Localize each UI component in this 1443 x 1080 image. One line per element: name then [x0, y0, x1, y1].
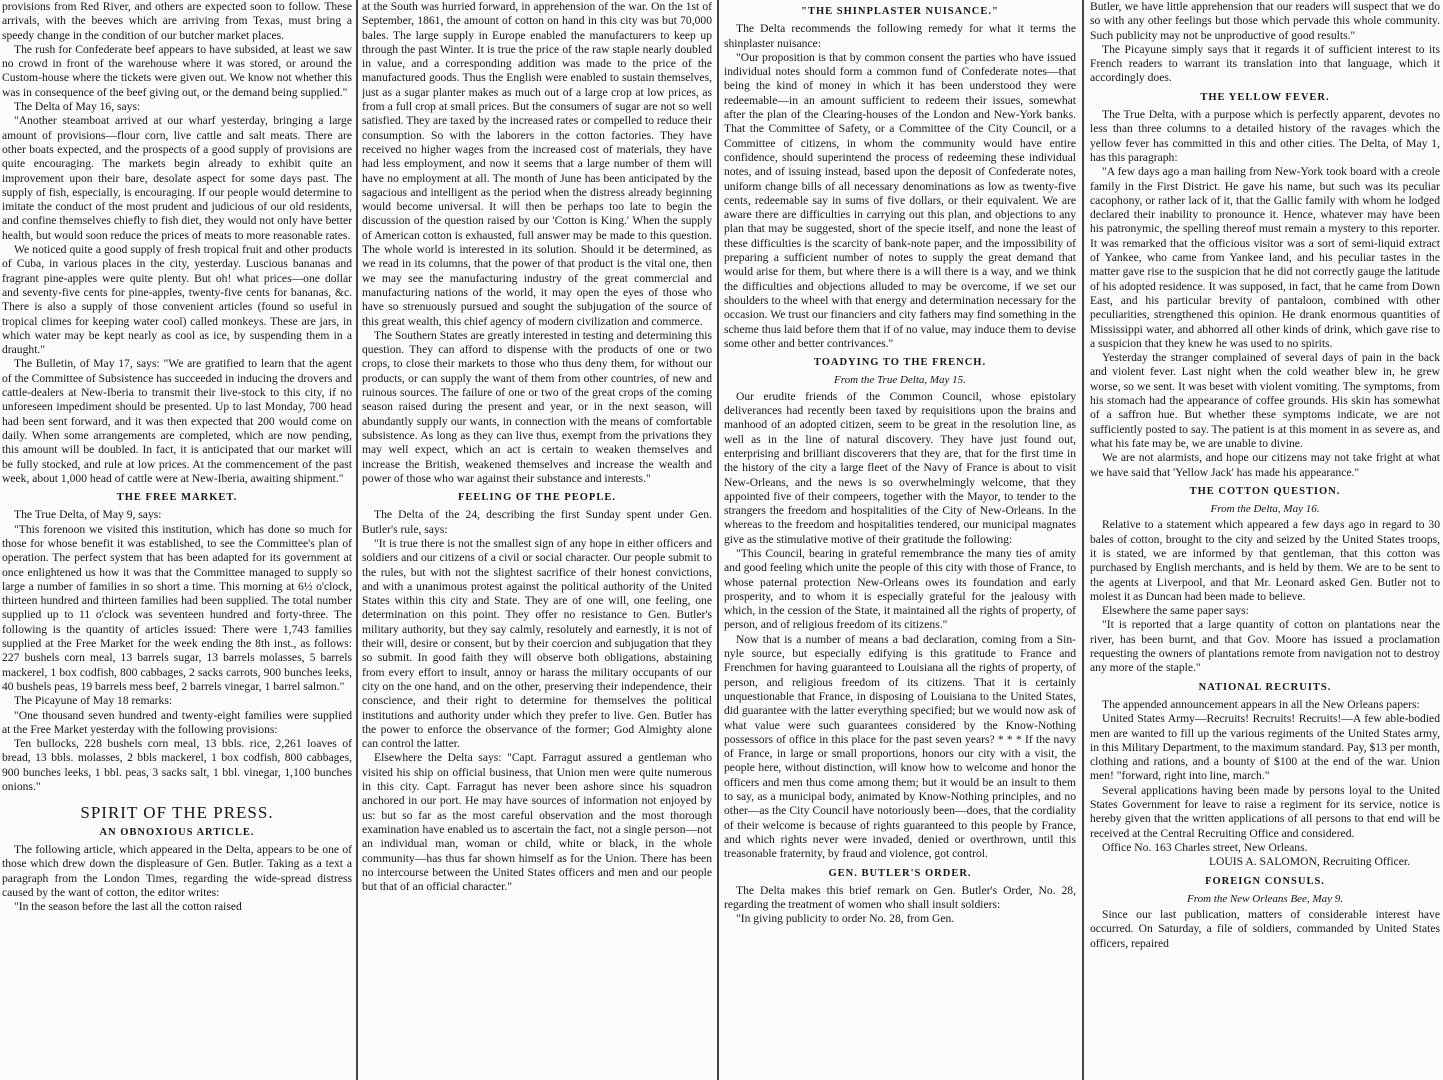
paragraph: The True Delta, of May 9, says: [14, 508, 162, 522]
paragraph: The following article, which appeared in the Delta, appears to be one of those which drew down the displeasure of Gen. Butler. Taking as a text a paragraph from the London Times, regarding the wide-spread distress caused by the want of cotton, the editor writes: [2, 842, 352, 899]
section-heading: THE FREE MARKET. [116, 492, 238, 504]
paragraph: Several applications having been made by persons loyal to the United States Government for leave to raise a regiment for its service, notice is hereby given that the written applications of all persons to that end will be received at the Central Recruiting Office and considered. [1090, 783, 1440, 840]
section-title: SPIRIT OF THE PRESS. [80, 803, 274, 823]
paragraph: The Picayune simply says that it regards it of sufficient interest to its French readers to warrant its translation into that language, which it accordingly does. [1090, 42, 1440, 85]
section-heading: NATIONAL RECRUITS. [1198, 681, 1332, 693]
paragraph: Now that is a number of means a bad declaration, coming from a Sin-nyle source, but especially edifying is this gratitude to France and Frenchmen for having guaranteed to Louisiana all the rights of property, of person, and religious freedom of its citizens. That it is certainly unquestionable that France, in disposing of Louisiana to the United States, did guarantee with the latter everything specified; but we would now ask of what value were such guarantees considered by the Know-Nothing possessors of office in this place for the past seven years? * * * If the navy of France, in large or small proportions, honors our city with a visit, the people here, without distinction, will know how to welcome and honor the officers and men thus come among them; but it would be an insult to them to say, as a municipal body, animated by Know-Nothing principles, and no other—as the City Council have notoriously been—does, that the cordiality of their welcome is because of rights guaranteed to this people by France, and which rights never were invaded, denied or overthrown, until this treasonable fraternity, by fraud and violence, got control. [724, 632, 1076, 861]
paragraph-continued: Butler, we have little apprehension that our readers will suspect that we do so with any other feelings but those which pervade this whole community. Such publicity may not be unproductive of good results." [1090, 0, 1440, 42]
paragraph: Office No. 163 Charles street, New Orleans. [1102, 840, 1308, 854]
section-heading: FOREIGN CONSULS. [1205, 875, 1325, 887]
paragraph: We are not alarmists, and hope our citizens may not take fright at what we have said that 'Yellow Jack' has made his appearance." [1090, 451, 1440, 479]
column-divider [717, 0, 719, 1080]
section-heading: GEN. BUTLER'S ORDER. [828, 867, 972, 879]
paragraph: "Our proposition is that by common consent the parties who have issued individual notes should form a common fund of Confederate notes—that being the kind of money in which it has been understood they were redeemable—in an amount sufficient to redeem their issues, somewhat after the plan of the Clearing-houses of the London and New-York banks. That the Committee of Safety, or a Committee of the City Council, or a Committee of citizens, in whom the community would have entire confidence, should superintend the process of redeeming these individual notes, and of issuing instead, based upon the deposit of Confederate notes, uniform change bills of all necessary denominations as low as twenty-five cents, redeemable say in sums of five dollars, or their equivalent. We are aware there are difficulties in carrying out this plan, and objections to any plan that may be suggested, short of the specie itself, and none the least of these difficulties is the scarcity of bank-note paper, and the impossibility of preparing a sufficient number of notes to supply the great demand that would arise for them, but where there is a will there is a way, and we think the difficulties and objections alluded to may be overcome, if we set our shoulders to the wheel with that energy and determination necessary for the occasion. We trust our financiers and city fathers may find something in the scheme thus laid before them that if of no value, may induce them to devise some other and better contrivances." [724, 50, 1076, 350]
paragraph: The Bulletin, of May 17, says: "We are gratified to learn that the agent of the Committee of Subsistence has succeeded in inducing the drovers and cattle-dealers at New-Iberia to transmit their live-stock to this city, if no unforeseen impediment should be presented. Up to last Monday, 700 head had been sent forward, and it was then expected that 200 would come on daily. When some arrangements are completed, which are now pending, this amount will be doubled. In fact, it is anticipated that our market will be fully stocked, and rule at low prices. At the commencement of the past week, about 1,000 head of cattle were at New-Iberia, awaiting shipment." [2, 357, 352, 485]
dateline: From the True Delta, May 15. [834, 374, 966, 387]
paragraph: The appended announcement appears in all the New Orleans papers: [1102, 697, 1420, 711]
paragraph: "This Council, bearing in grateful remembrance the many ties of amity and good feeling which unite the people of this city with those of France, to whose paternal protection New-Orleans owes its foundation and early prosperity, and to whom it is especially grateful for the jealousy with which, in the cession of the State, it maintained all the rights of property, of person, and of religious freedom of its citizens." [724, 546, 1076, 632]
column-divider [1082, 0, 1084, 1080]
paragraph: Elsewhere the same paper says: [1102, 604, 1249, 618]
paragraph: Since our last publication, matters of considerable interest have occurred. On Saturday, a file of soldiers, commanded by United States officers, repaired [1090, 908, 1440, 950]
column-2 [362, 0, 712, 1080]
signature: LOUIS A. SALOMON, Recruiting Officer. [1208, 855, 1410, 869]
column-divider [356, 0, 358, 1080]
paragraph: The Delta makes this brief remark on Gen. Butler's Order, No. 28, regarding the treatment of women who shall insult soldiers: [724, 883, 1076, 912]
dateline: From the New Orleans Bee, May 9. [1186, 892, 1343, 905]
column-4 [1090, 0, 1440, 1080]
section-heading: FEELING OF THE PEOPLE. [458, 492, 616, 504]
dateline: From the Delta, May 16. [1210, 503, 1320, 516]
paragraph-continued: at the South was hurried forward, in apprehension of the war. On the 1st of September, 1861, the amount of cotton on hand in this city was but 70,000 bales. The large supply in Europe enabled the manufacturers to keep up through the past Winter. It is true the price of the raw staple nearly doubled in value, and a corresponding addition was made to the price of the manufactured goods. Thus the English were enabled to sustain themselves, just as a sugar planter makes as much out of a large crop at low prices, as from a full crop at small prices. But the consumers of sugar are not so well satisfied. They are taxed by the increased rates or compelled to reduce their consumption. So with the laborers in the cotton factories. They have received no higher wages from the increased cost of materials, they have had less employment, and now it seems that a large number of them will have no employment at all. The month of June has been anticipated by the sagacious and intelligent as the period when the distress already beginning would become universal. It will then be perhaps too late to begin the discussion of the question raised by our 'Cotton is King.' When the supply of American cotton is exhausted, full answer may be made to this question. The whole world is interested in its solution. Should it be determined, as we read in its columns, that the power of that product is the vital one, then we may see the manufacturing industry of the great commercial and manufacturing nations of the world, it may open the eyes of those who have so strenuously pursued and sought the subjugation of the source of this great wealth, this chief agency of modern civilization and commerce. [362, 0, 712, 328]
section-heading: "THE SHINPLASTER NUISANCE." [801, 6, 999, 17]
paragraph: Relative to a statement which appeared a few days ago in regard to 30 bales of cotton, brought to the city and seized by the United States troops, it is stated, we are informed by that gentleman, that this cotton was purchased by English merchants, and is held by them. We are to be sent to the agents at Liverpool, and that Mr. Leonard asked Gen. Butler not to molest it as Duncan had been made to believe. [1090, 518, 1440, 603]
section-heading: AN OBNOXIOUS ARTICLE. [99, 826, 255, 838]
paragraph: The Southern States are greatly interested in testing and determining this question. They can afford to dispense with the products of one or two crops, to close their markets to those who thus deny them, for without our products, or can supply the want of them from other countries, of new and ruinous sources. The failure of one or two of the great crops of the coming season raised during the present and year, or in the next season, will abundantly supply our wants, in connection with the means of comfortable subsistence. As long as they can live thus, exempt from the privations they may well expect, which an act is certain to weaken themselves and increase the British, weakened themselves and increase the wealth and power of those who war against their substance and interests." [362, 328, 712, 485]
paragraph: Ten bullocks, 228 bushels corn meal, 13 bbls. rice, 2,261 loaves of bread, 13 bbls. molasses, 2 bbls mackerel, 1 box codfish, 800 cabbages, 900 bunches leeks, 1 bbl. peas, 3 sacks salt, 1 bbl. vinegar, 1,100 bunches onions." [2, 737, 352, 794]
paragraph: The Delta of May 16, says: [14, 100, 141, 114]
paragraph-continued: provisions from Red River, and others are expected soon to follow. These arrivals, with the beeves which are arriving from Texas, must bring a speedy change in the condition of our butcher market places. [2, 0, 352, 42]
paragraph: "In giving publicity to order No. 28, from Gen. [736, 912, 955, 926]
section-heading: THE COTTON QUESTION. [1189, 485, 1341, 497]
section-heading: TOADYING TO THE FRENCH. [813, 357, 987, 369]
paragraph: "This forenoon we visited this institution, which has done so much for those for whose benefit it was established, to see the Committee's plan of operation. The perfect system that has been adapted for its government at once enlightened us how it was that the Committee managed to supply so large a number of families in so short a time. This morning at 6½ o'clock, thirteen hundred and thirteen families had been supplied. The total number supplied up to 11 o'clock was seventeen hundred and forty-three. The following is the quantity of articles issued: There were 1,743 families supplied at the Free Market for the week ending the 8th inst., as follows: 227 bushels corn meal, 13 barrels sugar, 13 barrels molasses, 5 barrels mackerel, 1 box codfish, 800 cabbages, 2 sacks carrots, 900 bunches leeks, 40 bushels peas, 19 barrels mess beef, 2 barrels vinegar, 1 barrel salmon." [2, 522, 352, 693]
paragraph: The Picayune of May 18 remarks: [14, 694, 173, 708]
paragraph: "In the season before the last all the cotton raised [14, 900, 242, 914]
paragraph: The rush for Confederate beef appears to have subsided, at least we saw no crowd in front of the warehouse where it was stored, or around the Custom-house where the tickets were given out. We know not whether this was in consequence of the beef giving out, or the demand being supplied." [2, 42, 352, 99]
paragraph: We noticed quite a good supply of fresh tropical fruit and other products of Cuba, in various places in the city, yesterday. Luscious bananas and fragrant pine-apples were quite plenty. But oh! what prices—one dollar and seventy-five cents for pine-apples, twenty-five cents for bananas, &c. There is also a supply of those convenient articles (found so useful in tropical climes for keeping water cool) called monkeys. These are jars, in which water may be kept nearly as cool as ice, by suspending them in a draught." [2, 243, 352, 357]
paragraph: "A few days ago a man hailing from New-York took board with a creole family in the First District. He gave his name, but such was its peculiar cacophony, or rather lack of it, that the Gallic family with whom he lodged declared their inability to pronounce it. Hence, whatever may have been his patronymic, the spelling thereof must remain a mystery to this reporter. It was remarked that the officious visitor was a sort of semi-liquid extract of Yankee, who came from Yankee land, and his peculiar tastes in the matter gave rise to the suspicion that he did not correctly gauge the latitude of his adopted residence. It was supposed, in fact, that he came from Down East, and his particular brevity of pantaloon, combined with other peculiarities, strengthened this opinion. He drank enormous quantities of Mississippi water, and abhorred all other kinds of drink, which gave rise to a suspicion that they knew he was used to no spirits. [1090, 165, 1440, 350]
column-3 [724, 0, 1076, 1080]
paragraph: The Delta recommends the following remedy for what it terms the shinplaster nuisance: [724, 22, 1076, 50]
paragraph: "Another steamboat arrived at our wharf yesterday, bringing a large amount of provisions—flour corn, live cattle and salt meats. There are other boats expected, and the prospects of a good supply of provisions are quite encouraging. The markets begin already to exhibit quite an improvement upon their bare, desolate aspect for some days past. The supply of fish, especially, is encouraging. If our people would determine to imitate the conduct of the most prudent and judicious of our old residents, and confine themselves chiefly to fish diet, they would not only have better health, but would soon reduce the prices of meats to more reasonable rates. [2, 114, 352, 242]
paragraph: The True Delta, with a purpose which is perfectly apparent, devotes no less than three columns to a detailed history of the ravages which the yellow fever has committed in this and other cities. The Delta, of May 1, has this paragraph: [1090, 108, 1440, 164]
paragraph: United States Army—Recruits! Recruits! Recruits!—A few able-bodied men are wanted to fill up the various regiments of the United States army, in this Military Department, to the maximum standard. Pay, $13 per month, clothing and rations, and a bounty of $100 at the end of the war. Union men! "forward, right into line, march." [1090, 712, 1440, 783]
section-heading: THE YELLOW FEVER. [1200, 91, 1330, 103]
paragraph: Our erudite friends of the Common Council, whose epistolary deliverances had recently been taxed by requisitions upon the brains and manhood of an adopted citizen, seem to be great in the resolution line, as well as in the line of natural discovery. They have just found out, enterprising and brilliant discoverers that they are, that for the first time in the history of the city a large fleet of the Navy of France is about to visit New-Orleans, and the news is so overwhelmingly welcome, that they appointed five of their compeers, together with the Mayor, to tender to the strangers the freedom and hospitalities of the City of New-Orleans. In the whereas to the freedom and hospitalities tendered, our municipal magnates give as the stimulative motive of their gratitude the following: [724, 389, 1076, 546]
paragraph: "It is reported that a large quantity of cotton on plantations near the river, has been burnt, and that Gov. Moore has issued a proclamation requesting the owners of plantations remote from navigation not to destroy any more of the staple." [1090, 618, 1440, 675]
column-1 [2, 0, 352, 1080]
paragraph: Yesterday the stranger complained of several days of pain in the back and violent fever. Last night when the cold weather blew in, he grew worse, so we sent. It was beset with violent vomiting. The symptoms, from his stomach had the appearance of coffee grounds. His skin has somewhat of a saffron hue. But whether these symptoms indicate, we are not sufficiently posted to say. The patient is at this moment in as severe as, and what his fate may be, we are unable to divine. [1090, 351, 1440, 450]
paragraph: "It is true there is not the smallest sign of any hope in either officers and soldiers and our citizens of a civil or social character. Our people submit to the rules, but with not the slightest sacrifice of their honest convictions, and with a unanimous protest against the political authority of the United States within this city and State. They are of one will, one feeling, one determination on this point. They offer no resistance to Gen. Butler's military authority, but they say calmly, resolutely and earnestly, it is not of their will, desire or consent, but by their coercion and subjugation that they so submit. In good faith they will observe both obligations, abstaining from every effort to insult, annoy or harass the military occupants of our city on the one hand, and on the other, preserving their independence, their conscience, and their right to determine for themselves the political institutions and authority under which they prefer to live. Gen. Butler has the power to enforce the observance of the former; God Almighty alone can control the latter. [362, 536, 712, 751]
paragraph: The Delta of the 24, describing the first Sunday spent under Gen. Butler's rule, says: [362, 508, 712, 536]
paragraph: "One thousand seven hundred and twenty-eight families were supplied at the Free Market yesterday with the following provisions: [2, 708, 352, 736]
paragraph: Elsewhere the Delta says: "Capt. Farragut assured a gentleman who visited his ship on official business, that Union men were quite numerous in this city. Capt. Farragut has never been ashore since his squadron anchored in our port. He may have sources of information not enjoyed by us: but so far as the most careful observation and the most thorough examination have enabled us to ascertain the fact, not a single person—not an individual man, woman or child, white or black, in the whole community—has thus far shown himself as for the Union. There has been no intercourse between the United States officers and men and our people but that of an official character." [362, 751, 712, 894]
